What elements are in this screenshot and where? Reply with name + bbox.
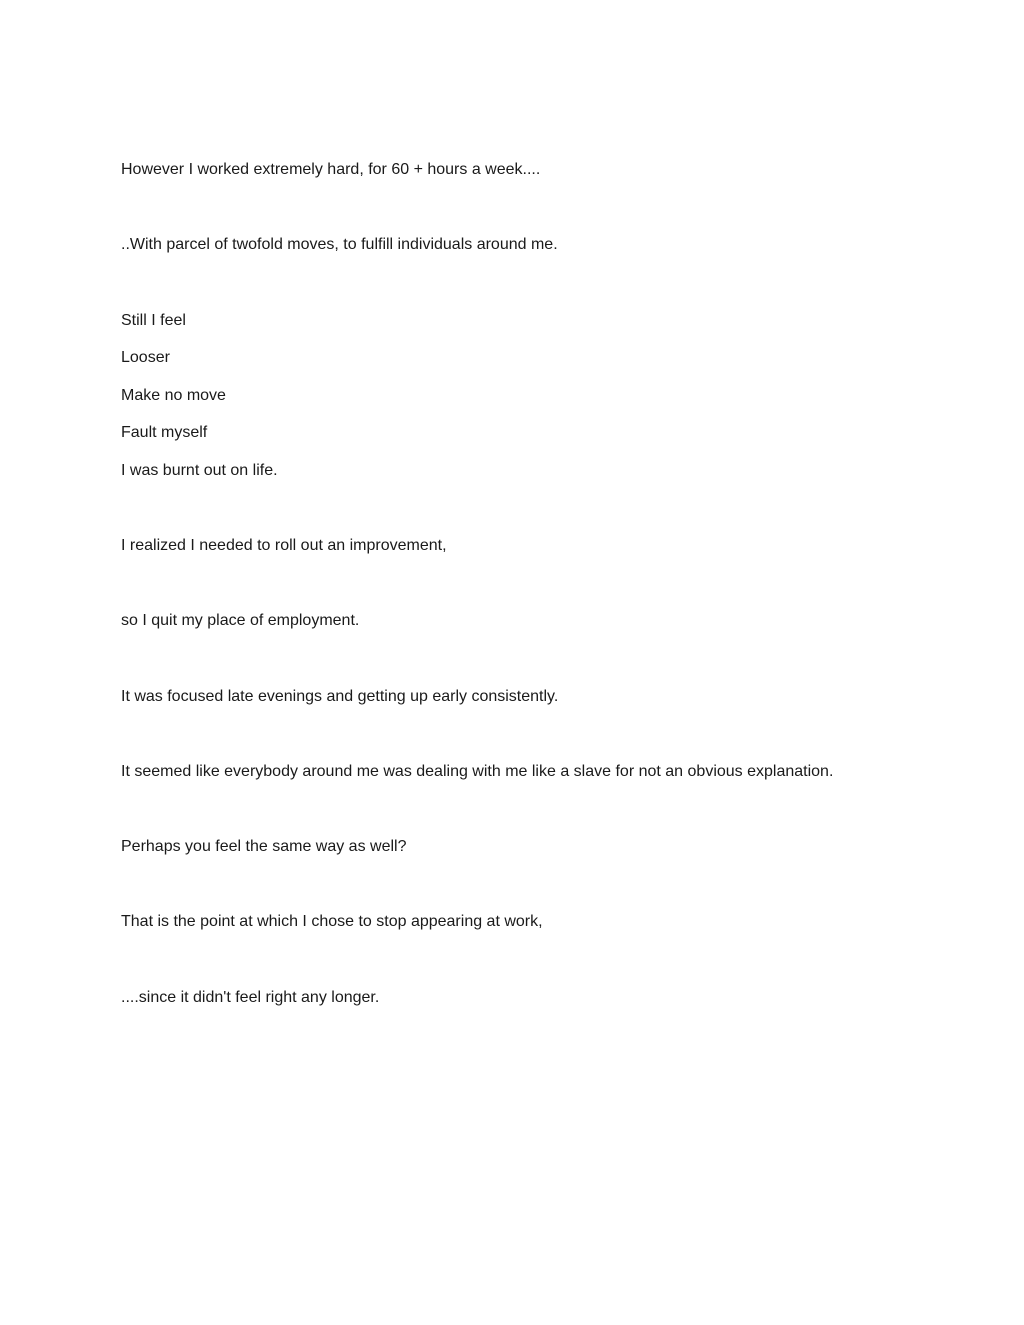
text-line: It was focused late evenings and getting up early consistently. <box>121 688 559 705</box>
text-line: Fault myself <box>121 424 208 441</box>
text-line: Make no move <box>121 387 226 404</box>
text-line: so I quit my place of employment. <box>121 612 360 629</box>
text-line: ..With parcel of twofold moves, to fulfill individuals around me. <box>121 236 558 253</box>
text-line: I was burnt out on life. <box>121 462 278 479</box>
text-line: Perhaps you feel the same way as well? <box>121 838 407 855</box>
text-line: Still I feel <box>121 312 186 329</box>
text-line: However I worked extremely hard, for 60 + hours a week.... <box>121 161 541 178</box>
text-line: That is the point at which I chose to stop appearing at work, <box>121 913 543 930</box>
text-line: It seemed like everybody around me was dealing with me like a slave for not an obvious explanation. <box>121 763 834 780</box>
text-line: I realized I needed to roll out an improvement, <box>121 537 447 554</box>
text-line: ....since it didn't feel right any longer. <box>121 989 380 1006</box>
text-line: Looser <box>121 349 170 366</box>
